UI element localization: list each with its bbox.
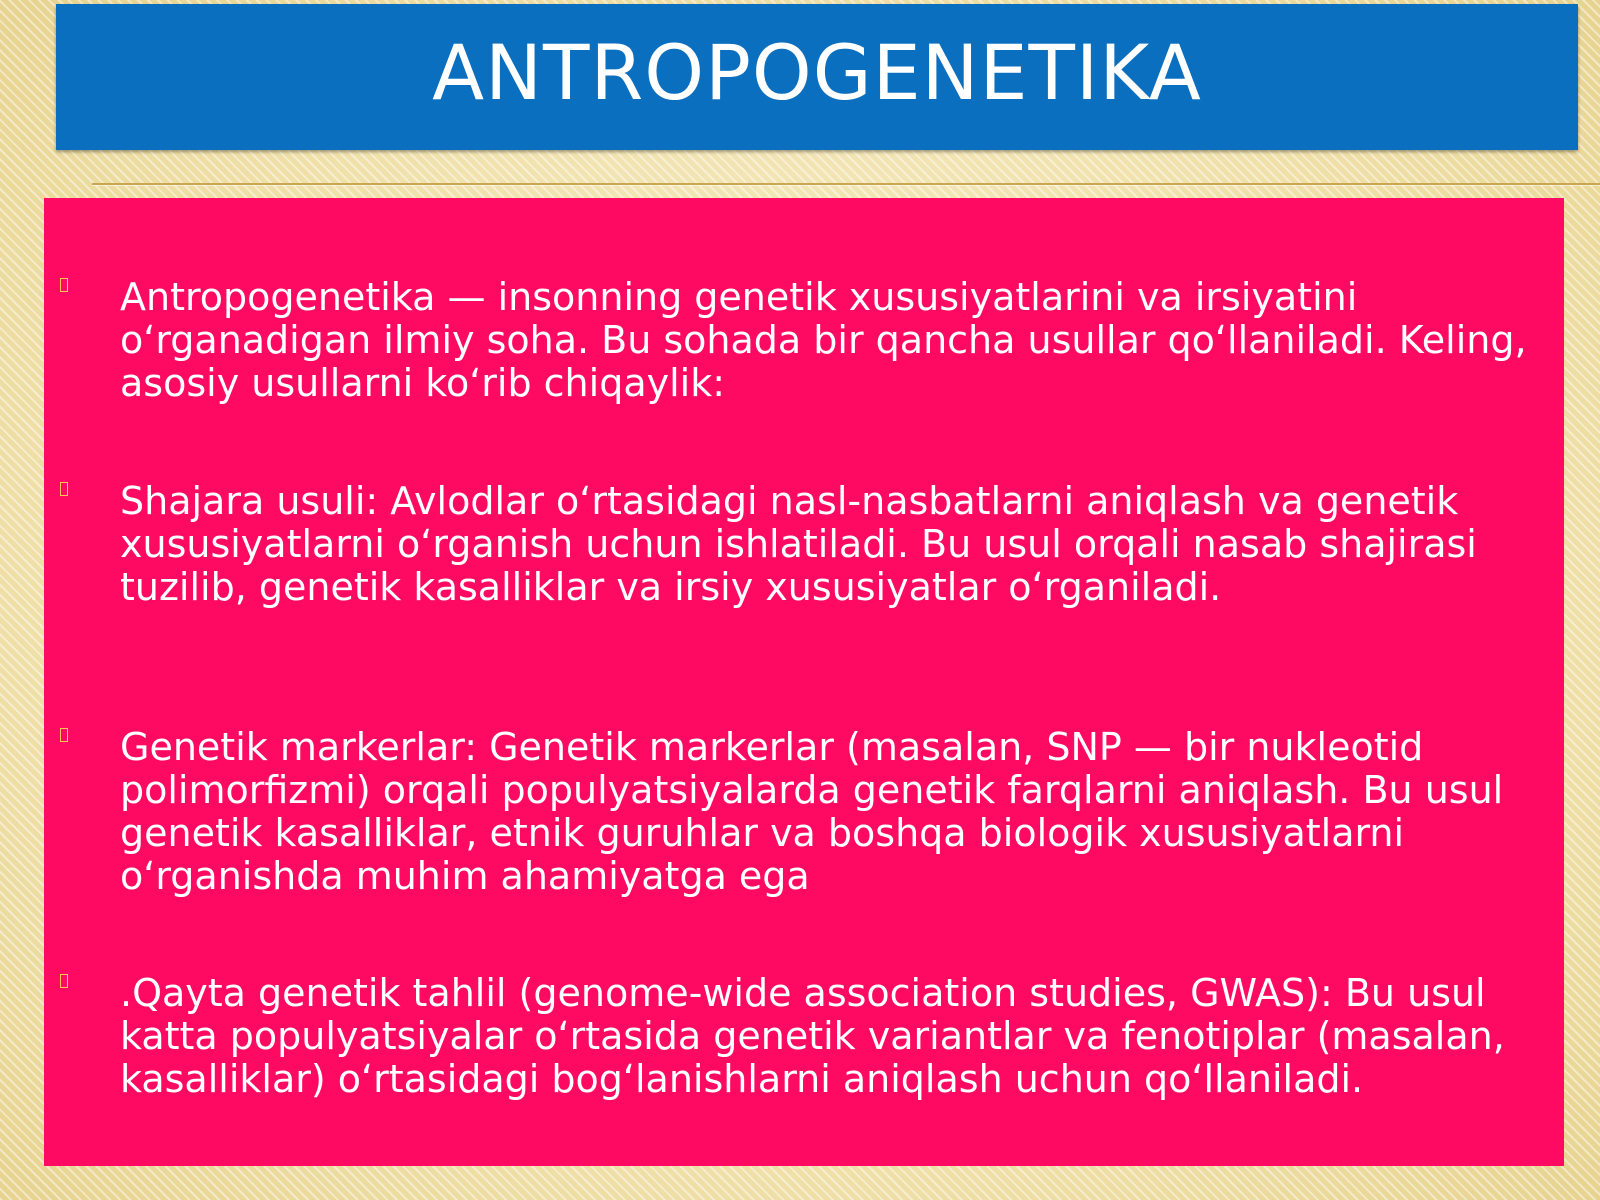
square-bullet-icon: [60, 974, 68, 988]
title-banner: [56, 4, 1578, 150]
bullet-text: Antropogenetika — insonning genetik xususiyatlarini va irsiyatini o‘rganadigan ilmiy soha. Bu sohada bir qancha usullar qo‘llaniladi. Keling, asosiy usullarni ko‘rib chiqaylik:: [120, 275, 1527, 405]
bullet-text: .Qayta genetik tahlil (genome-wide association studies, GWAS): Bu usul katta populyatsiyalar o‘rtasida genetik variantlar va fenotiplar (masalan, kasalliklar) o‘rtasidagi bog‘lanishlarni aniqlash uchun qo‘llaniladi.: [120, 971, 1505, 1101]
slide-title: ANTROPOGENETIKA: [432, 27, 1202, 117]
bullet-text: Shajara usuli: Avlodlar o‘rtasidagi nasl-nasbatlarni aniqlash va genetik xususiyatlarni o‘rganish uchun ishlatiladi. Bu usul orqali nasab shajirasi tuzilib, genetik kasalliklar va irsiy xususiyatlar o‘rganiladi.: [120, 479, 1477, 609]
title-divider: [92, 183, 1600, 185]
bullet-text: Genetik markerlar: Genetik markerlar (masalan, SNP — bir nukleotid polimorfizmi) orqali populyatsiyalarda genetik farqlarni aniqlash. Bu usul genetik kasalliklar, etnik guruhlar va boshqa biologik xususiyatlarni o‘rganishda muhim ahamiyatga ega: [120, 725, 1504, 898]
content-panel: [44, 198, 1564, 1166]
square-bullet-icon: [60, 278, 68, 292]
square-bullet-icon: [60, 728, 68, 742]
square-bullet-icon: [60, 482, 68, 496]
